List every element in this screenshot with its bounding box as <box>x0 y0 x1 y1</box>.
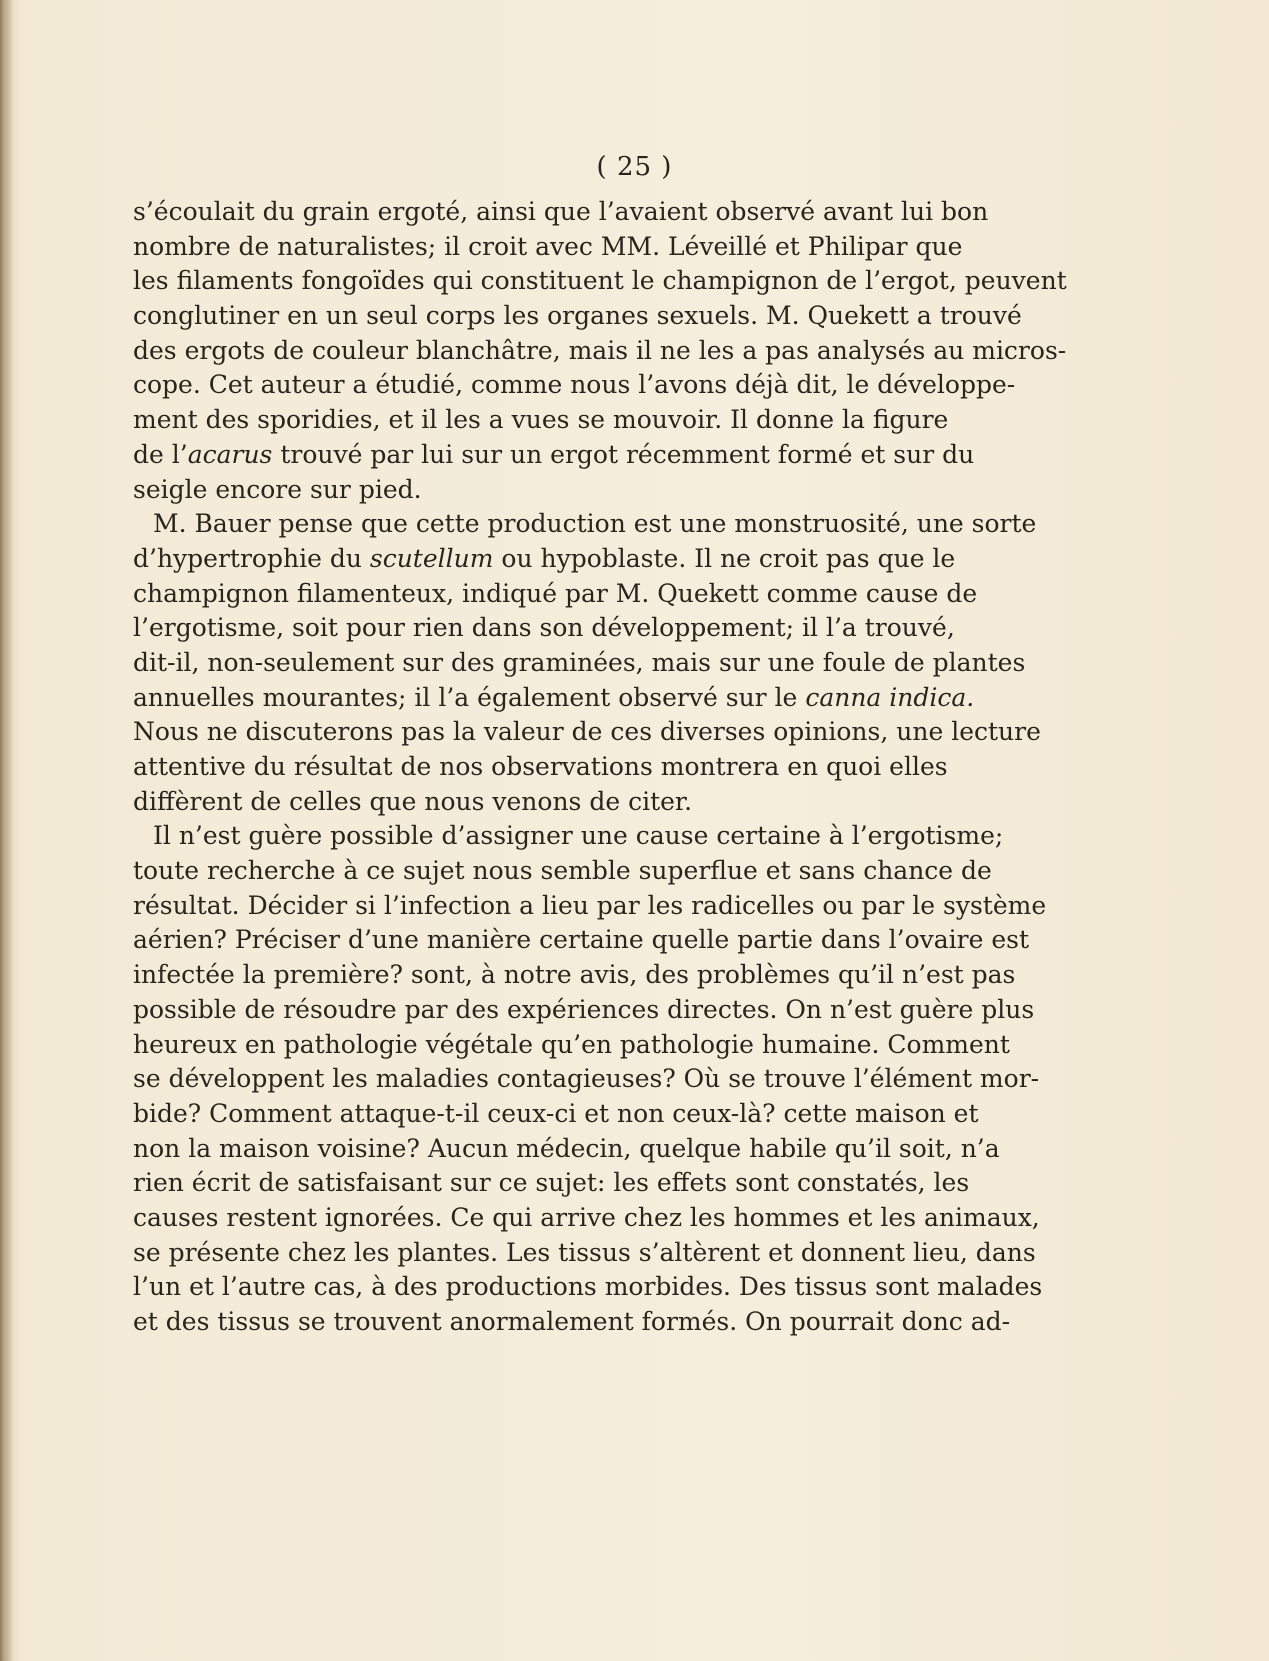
text-run: de l’ <box>133 439 188 469</box>
text-line <box>133 438 975 473</box>
page-number: ( 25 ) <box>596 152 673 182</box>
italic-term: scutellum <box>369 543 494 573</box>
text-line: infectée la première? sont, à notre avis, des problèmes qu’il n’est pas <box>133 960 1016 990</box>
text-line: Nous ne discuterons pas la valeur de ces diverses opinions, une lecture <box>133 717 1041 747</box>
text-line: diffèrent de celles que nous venons de citer. <box>133 786 693 816</box>
text-line: les filaments fongoïdes qui constituent le champignon de l’ergot, peuvent <box>133 266 1067 296</box>
text-line: attentive du résultat de nos observations montrera en quoi elles <box>133 752 948 781</box>
text-line: bide? Comment attaque-t-il ceux-ci et non ceux-là? cette maison et <box>133 1098 979 1128</box>
text-line <box>133 681 975 716</box>
text-run: ou hypoblaste. Il ne croit pas que le <box>493 543 956 573</box>
text-line: nombre de naturalistes; il croit avec MM. Léveillé et Philipar que <box>133 231 963 261</box>
text-line: l’ergotisme, soit pour rien dans son développement; il l’a trouvé, <box>133 613 955 643</box>
text-line: s’écoulait du grain ergoté, ainsi que l’avaient observé avant lui bon <box>133 197 989 226</box>
text-run: d’hypertrophie du <box>133 543 370 573</box>
text-line: non la maison voisine? Aucun médecin, quelque habile qu’il soit, n’a <box>133 1133 1000 1163</box>
text-line: et des tissus se trouvent anormalement formés. On pourrait donc ad- <box>133 1307 1011 1336</box>
text-line: rien écrit de satisfaisant sur ce sujet: les effets sont constatés, les <box>133 1168 970 1198</box>
text-line: possible de résoudre par des expériences directes. On n’est guère plus <box>133 994 1035 1024</box>
text-line: heureux en pathologie végétale qu’en pathologie humaine. Comment <box>133 1029 1010 1059</box>
text-line: toute recherche à ce sujet nous semble superflue et sans chance de <box>133 856 992 886</box>
text-line: se présente chez les plantes. Les tissus s’altèrent et donnent lieu, dans <box>133 1237 1036 1267</box>
text-line: seigle encore sur pied. <box>133 474 422 504</box>
text-line: aérien? Préciser d’une manière certaine quelle partie dans l’ovaire est <box>133 925 1030 955</box>
text-line: M. Bauer pense que cette production est une monstruosité, une sorte <box>153 509 1037 539</box>
text-line: champignon filamenteux, indiqué par M. Quekett comme cause de <box>133 578 978 608</box>
text-line: l’un et l’autre cas, à des productions morbides. Des tissus sont malades <box>133 1272 1043 1302</box>
text-line: se développent les maladies contagieuses? Où se trouve l’élément mor- <box>133 1064 1040 1094</box>
text-line: cope. Cet auteur a étudié, comme nous l’avons déjà dit, le développe- <box>133 370 1016 400</box>
text-line: résultat. Décider si l’infection a lieu par les radicelles ou par le système <box>133 890 1047 920</box>
text-line: dit-il, non-seulement sur des graminées, mais sur une foule de plantes <box>133 647 1026 677</box>
body-text <box>133 195 1067 1340</box>
italic-term: acarus <box>187 439 273 469</box>
text-run: annuelles mourantes; il l’a également observé sur le <box>133 682 806 712</box>
binding-gutter <box>0 0 14 1661</box>
italic-term: canna indica. <box>805 682 975 712</box>
text-line: Il n’est guère possible d’assigner une cause certaine à l’ergotisme; <box>153 821 1004 851</box>
text-line: ment des sporidies, et il les a vues se mouvoir. Il donne la figure <box>133 405 949 435</box>
text-line: causes restent ignorées. Ce qui arrive chez les hommes et les animaux, <box>133 1202 1040 1232</box>
text-line: conglutiner en un seul corps les organes sexuels. M. Quekett a trouvé <box>133 301 1022 331</box>
text-line: des ergots de couleur blanchâtre, mais il ne les a pas analysés au micros- <box>133 335 1067 365</box>
text-run: trouvé par lui sur un ergot récemment formé et sur du <box>272 439 975 469</box>
text-line <box>133 542 956 577</box>
